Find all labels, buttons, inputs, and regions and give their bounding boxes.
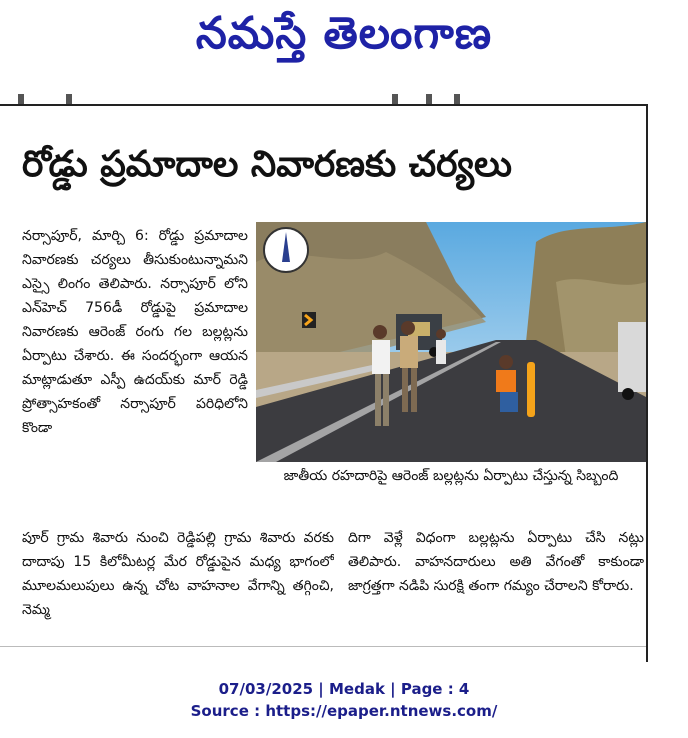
article-body-bottom-right: దిగా వెళ్లే విధంగా బల్లట్లను ఏర్పాటు చేసి నట్లు తెలిపారు. వాహనదారులు అతి వేగంతో కాకుండా జాగ్రత్తగా నడిపి సురక్షి తంగా గమ్యం చేరాలని కోరారు.	[348, 530, 644, 594]
article-bottom-rule	[0, 646, 646, 647]
newspaper-logo: నమస్తే తెలంగాణ	[195, 8, 493, 59]
article-body-left: నర్సాపూర్, మార్చి 6: రోడ్డు ప్రమాదాల నివారణకు చర్యలు తీసుకుంటున్నామని ఎస్సై లింగం తెలిపారు. నర్సాపూర్ లోని ఎన్‌హెచ్ 756డీ రోడ్డుపై ప్రమాదాల నివారణకు ఆరెంజ్ రంగు గల బల్లట్లను ఏర్పాటు చేశారు. ఈ సందర్భంగా ఆయన మాట్లాడుతూ ఎస్పీ ఉదయ్‌కు మార్ రెడ్డి ప్రోత్సాహకంతో నర్సాపూర్ పరిధిలోని కొండా	[22, 228, 248, 436]
source-link[interactable]: Source : https://epaper.ntnews.com/	[190, 702, 498, 720]
article-body-bottom-left: పూర్ గ్రామ శివారు నుంచి రెడ్డిపల్లి గ్రామ శివారు వరకు దాదాపు 15 కిలోమీటర్ల మేర రోడ్డుపైన మధ్య భాగంలో మూలమలుపులు ఉన్న చోట వాహనాల వేగాన్ని తగ్గించి, నెమ్మ	[22, 530, 334, 618]
roadside-photo-illustration	[256, 222, 646, 462]
article-headline: రోడ్డు ప్రమాదాల నివారణకు చర్యలు	[22, 144, 512, 185]
photo-caption: జాతీయ రహదారిపై ఆరెంజ్ బల్లట్లను ఏర్పాటు చేస్తున్న సిబ్బంది	[283, 468, 619, 484]
news-photo	[256, 222, 646, 462]
edition-info: 07/03/2025 | Medak | Page : 4	[218, 680, 470, 698]
masthead	[0, 0, 688, 90]
